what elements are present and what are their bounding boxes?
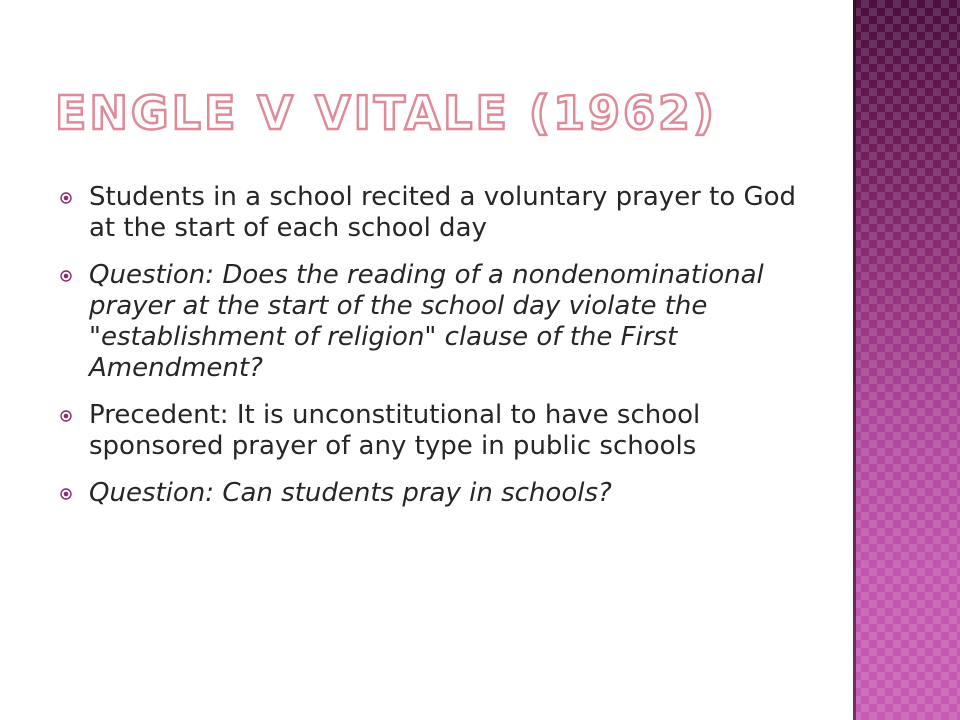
bullet-text: Students in a school recited a voluntary prayer to God at the start of each school day	[89, 182, 797, 243]
bullet-text: Question: Can students pray in schools?	[89, 478, 612, 508]
bullet-item	[60, 400, 820, 462]
bullet-text: Question: Does the reading of a nondenominational prayer at the start of the school day violate the "establishment of religion" clause of the First Amendment?	[89, 260, 764, 383]
circle-check-icon	[60, 410, 72, 422]
side-band-edge	[853, 0, 856, 720]
bullet-list	[60, 182, 820, 525]
circle-check-icon	[60, 270, 72, 282]
circle-check-icon	[60, 488, 72, 500]
slide-title: ENGLE V VITALE (1962)	[55, 86, 717, 140]
circle-check-icon	[60, 192, 72, 204]
bullet-item	[60, 260, 820, 384]
decorative-side-band	[853, 0, 960, 720]
bullet-item	[60, 182, 820, 244]
bullet-item	[60, 478, 820, 509]
bullet-text: Precedent: It is unconstitutional to have school sponsored prayer of any type in public schools	[89, 400, 701, 461]
